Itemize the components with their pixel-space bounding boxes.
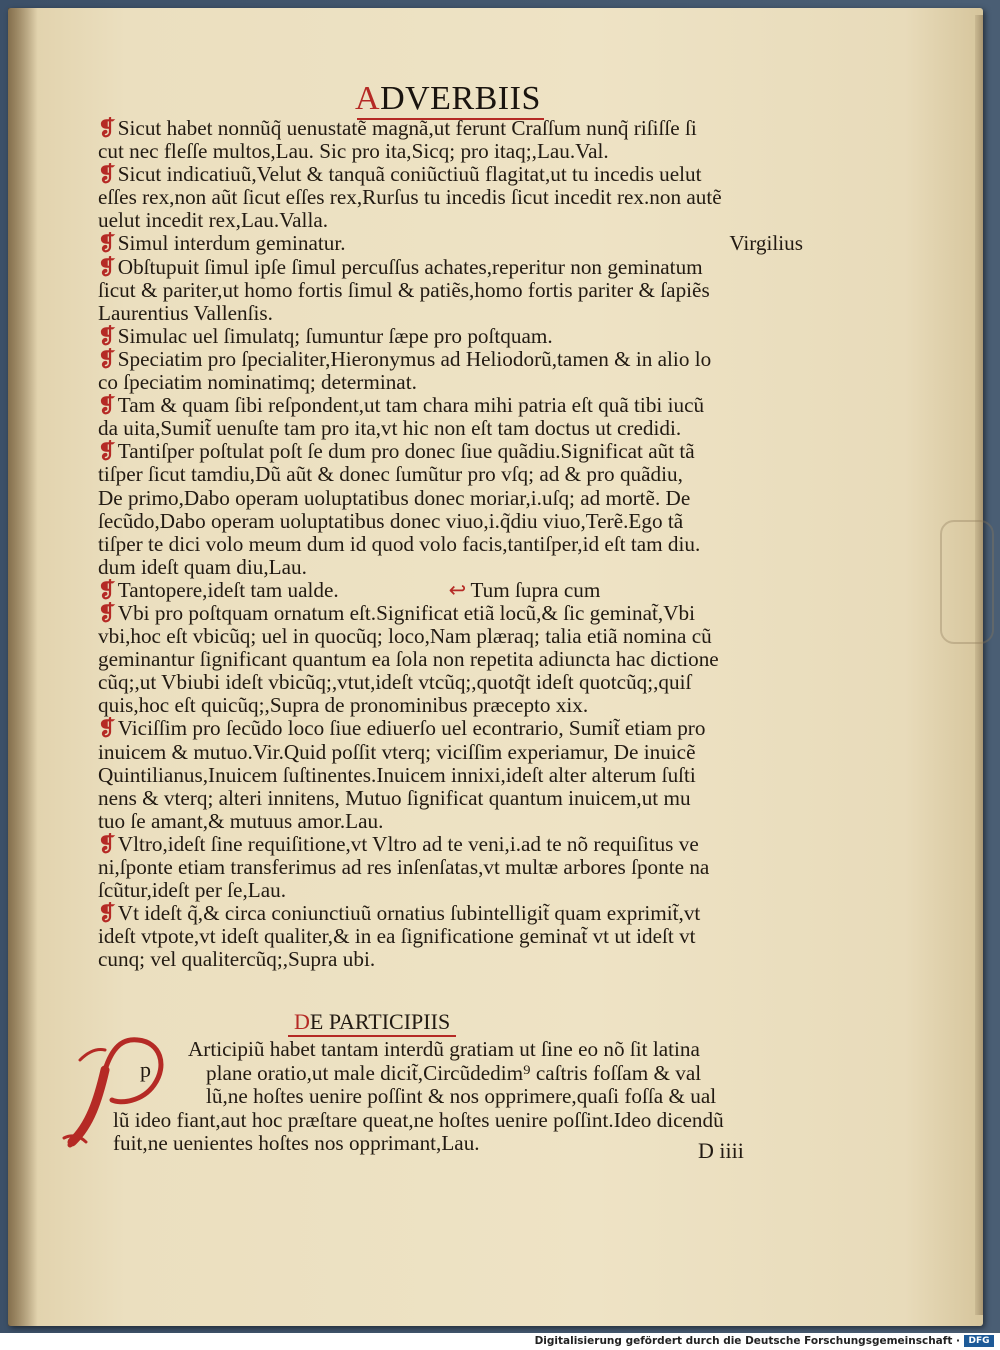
text-line: cut nec fleſſe multos,Lau. Sic pro ita,Sicq; pro itaq;,Lau.Val. xyxy=(98,140,609,164)
pilcrow-icon: ❡ xyxy=(98,394,116,418)
text-line: ❡Viciſſim pro ſecũdo loco ſiue ediuerſo uel econtrario, Sumit̃ etiam pro xyxy=(98,717,706,741)
text-line: ideſt vtpote,vt ideſt qualiter,& in ea ſignificatione geminat̃ vt ut ideſt vt xyxy=(98,925,696,949)
section-heading-text: E PARTICIPIIS xyxy=(309,1009,451,1034)
text-line: ❡Tantiſper poſtulat poſt ſe dum pro donec ſiue quãdiu.Significat aũt tã xyxy=(98,440,695,464)
text-line: ❡Vt ideſt q̃,& circa coniunctiuũ ornatius ſubintelligit̃ quam exprimit̃,vt xyxy=(98,902,701,926)
text-line: ❡Sicut habet nonnũq̃ uenustatẽ magnã,ut ferunt Craſſum nunq̃ riſiſſe ſi xyxy=(98,117,697,140)
text-line: da uita,Sumit̃ uenuſte tam pro ita,vt hic non eſt tam doctus ut credidi. xyxy=(98,417,682,441)
page-edge xyxy=(975,15,983,1315)
section-heading xyxy=(288,1009,456,1037)
text-line: cũq;,ut Vbiubi ideſt vbicũq;,vtut,ideſt vtcũq;,quotq̃t ideſt quotcũq;,quiſ xyxy=(98,671,692,695)
text-line: tiſper ſicut tamdiu,Dũ aũt & donec ſumũtur pro vſq; ad & pro quãdiu, xyxy=(98,463,683,487)
text-line: cunq; vel qualitercũq;,Supra ubi. xyxy=(98,948,376,972)
text-line: ❡Simulac uel ſimulatq; ſumuntur ſæpe pro poſtquam. xyxy=(98,324,553,348)
marginal-note-virgilius: Virgilius xyxy=(729,232,803,256)
text-line: geminantur ſignificant quantum ea ſola non repetita adiuncta hac dictione xyxy=(98,648,719,672)
text-line: quis,hoc eſt quicũq;,Supra de pronominibus præcepto xix. xyxy=(98,694,589,718)
text-line: ſcũtur,ideſt per ſe,Lau. xyxy=(98,879,286,903)
text-line: nens & vterq; alteri innitens, Mutuo ſignificat quantum inuicem,ut mu xyxy=(98,786,691,810)
running-head xyxy=(355,80,550,120)
section-heading-initial: D xyxy=(294,1009,310,1034)
pilcrow-icon: ❡ xyxy=(98,832,116,856)
pilcrow-icon: ❡ xyxy=(98,440,116,464)
guide-letter: p xyxy=(140,1057,151,1082)
text-line: uelut incedit rex,Lau.Valla. xyxy=(98,209,329,233)
pilcrow-icon: ❡ xyxy=(98,232,116,256)
pilcrow-icon: ❡ xyxy=(98,601,116,625)
text-line: tuo ſe amant,& mutuus amor.Lau. xyxy=(98,809,384,833)
show-through-clasp-mark xyxy=(940,520,994,644)
text-line: ❡Simul interdum geminatur. Virgilius xyxy=(98,232,803,256)
running-head-initial: A xyxy=(355,80,381,117)
pilcrow-icon: ❡ xyxy=(98,163,116,187)
page-gutter-shadow xyxy=(8,8,38,1326)
text-line: eſſes rex,non aũt ſicut eſſes rex,Rurſus tu incedis ſicut incedit rex.non autẽ xyxy=(98,186,722,210)
footer-credit: Digitalisierung gefördert durch die Deutsche Forschungsgemeinschaft · xyxy=(534,1335,960,1347)
pilcrow-icon: ❡ xyxy=(98,578,116,602)
pilcrow-icon: ❡ xyxy=(98,347,116,371)
text-line: ❡Obſtupuit ſimul ipſe ſimul percuſſus achates,reperitur non geminatum xyxy=(98,255,703,279)
text-line: plane oratio,ut male dicit̃,Circũdedim⁹ caſtris foſſam & val xyxy=(206,1061,702,1085)
text-line: inuicem & mutuo.Vir.Quid poſſit vterq; viciſſim experiamur, De inuicẽ xyxy=(98,740,696,764)
text-line: De primo,Dabo operam uoluptatibus donec moriar,i.uſq; ad mortẽ. De xyxy=(98,486,691,510)
text-line: lũ,ne hoſtes uenire poſſint & nos opprimere,quaſi foſſa & ual xyxy=(206,1085,717,1108)
dfg-logo-icon: DFG xyxy=(964,1335,994,1347)
main-text xyxy=(98,117,803,971)
text-line: fuit,ne uenientes hoſtes nos opprimant,Lau. xyxy=(113,1132,480,1155)
pilcrow-icon: ❡ xyxy=(98,717,116,741)
text-line: tiſper te dici volo meum dum id quod volo facis,tantiſper,id eſt tam diu. xyxy=(98,532,701,556)
signature-mark: D iiii xyxy=(698,1138,744,1163)
text-line: Articipiũ habet tantam interdũ gratiam ut ſine eo nõ ſit latina xyxy=(188,1038,700,1061)
text-line: ❡Vbi pro poſtquam ornatum eſt.Significat etiã locũ,& ſic geminat̃,Vbi xyxy=(98,601,696,625)
pilcrow-icon: ❡ xyxy=(98,117,116,140)
text-line: Quintilianus,Inuicem ſuſtinentes.Inuicem innixi,ideſt alter alterum ſuſti xyxy=(98,763,696,787)
text-line: ſecũdo,Dabo operam uoluptatibus donec viuo,i.q̃diu viuo,Terẽ.Ego tã xyxy=(98,509,684,533)
text-line: ſicut & pariter,ut homo fortis ſimul & patiẽs,homo fortis pariter & ſapiẽs xyxy=(98,278,710,302)
marginal-note-tum: ↩ Tum ſupra cum xyxy=(449,579,605,602)
running-head-text: DVERBIIS xyxy=(380,80,541,117)
pilcrow-icon: ❡ xyxy=(98,255,116,279)
text-line: ❡Speciatim pro ſpecialiter,Hieronymus ad Heliodorũ,tamen & in alio lo xyxy=(98,347,712,371)
text-line: ❡Vltro,ideſt ſine requiſitione,vt Vltro ad te veni,i.ad te nõ requiſitus ve xyxy=(98,832,699,856)
text-line: lũ ideo fiant,aut hoc præſtare queat,ne hoſtes uenire poſſint.Ideo dicendũ xyxy=(113,1108,724,1132)
text-line: ❡Tam & quam ſibi reſpondent,ut tam chara mihi patria eſt quã tibi iucũ xyxy=(98,394,705,418)
text-line: vbi,hoc eſt vbicũq; uel in quocũq; loco,Nam plæraq; talia etiã nomina cũ xyxy=(98,625,712,649)
text-line: ni,ſponte etiam transferimus ad res inſenſatas,vt multæ arbores ſponte na xyxy=(98,856,710,879)
pilcrow-icon: ❡ xyxy=(98,902,116,926)
text-line: ❡Tantopere,ideſt tam ualde. ↩ Tum ſupra cum xyxy=(98,579,803,602)
pilcrow-icon: ❡ xyxy=(98,324,116,348)
text-line: Laurentius Vallenſis. xyxy=(98,301,273,325)
text-line: dum ideſt quam diu,Lau. xyxy=(98,555,307,579)
text-line: co ſpeciatim nominatimq; determinat. xyxy=(98,371,417,395)
text-line: ❡Sicut indicatiuũ,Velut & tanquã coniũctiuũ flagitat,ut tu incedis uelut xyxy=(98,163,702,187)
